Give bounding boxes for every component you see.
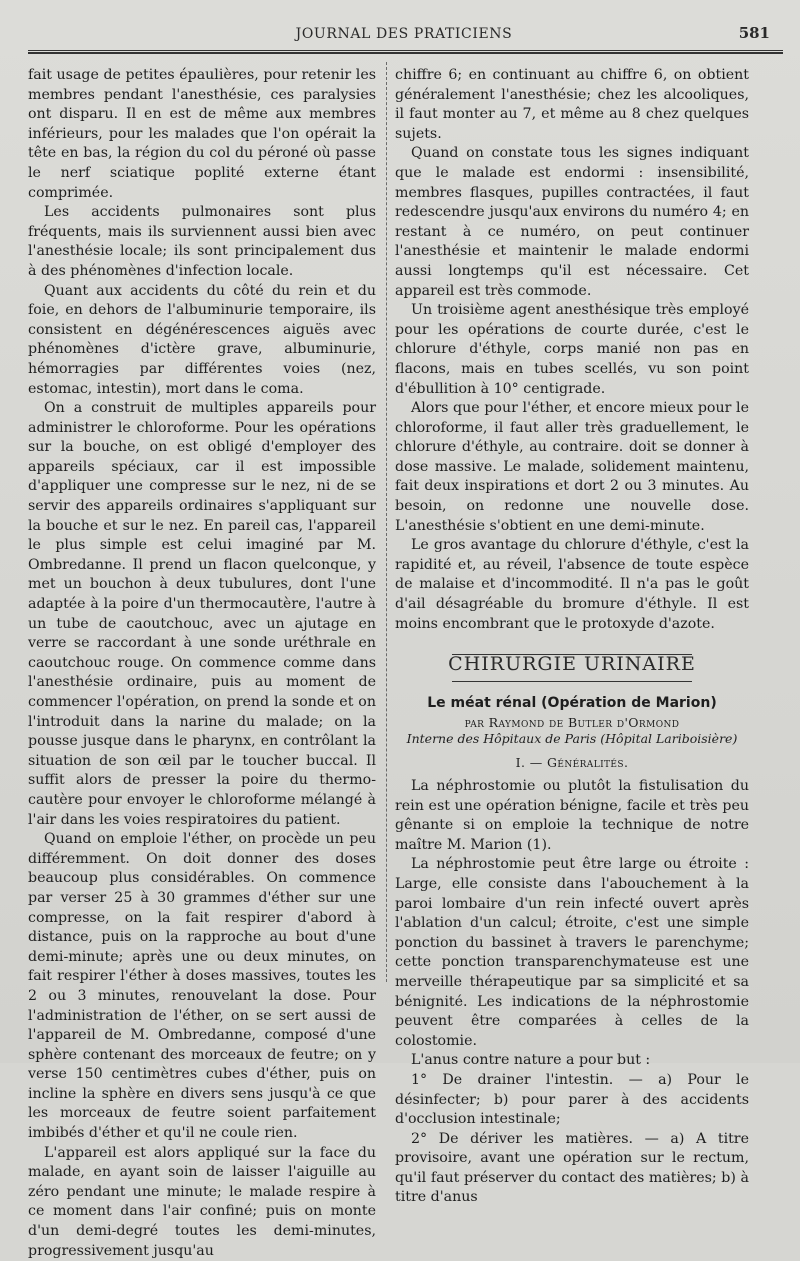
page-number: 581 bbox=[738, 24, 770, 42]
paragraph: Un troisième agent anesthésique très employé pour les opérations de courte durée, c'est le chlorure d'éthyle, corps manié non pas en flacons, mais en tubes scellés, vu son point d'ébullition à 10° centigrade. bbox=[395, 302, 749, 397]
paragraph: L'appareil est alors appliqué sur la face du malade, en ayant soin de laisser l'aiguille au zéro pendant une minute; le malade respire à ce moment dans l'air confiné; puis on monte d'un demi-degré toutes les demi-minutes, progressivement jusqu'au bbox=[28, 1144, 376, 1259]
running-title: JOURNAL DES PRATICIENS bbox=[295, 26, 513, 42]
section-title bbox=[395, 654, 749, 682]
section-title-text: CHIRURGIE URINAIRE bbox=[448, 653, 696, 676]
left-column bbox=[28, 66, 376, 1261]
paragraph: Quand on constate tous les signes indiquant que le malade est endormi : insensibilité, membres flasques, pupilles contractées, il faut redescendre jusqu'aux environs du numéro 4; en restant à ce numéro, on peut continuer l'anesthésie et maintenir le malade endormi aussi longtemps qu'il est nécessaire. Cet appareil est très commode. bbox=[395, 145, 749, 299]
paragraph: L'anus contre nature a pour but : bbox=[411, 1052, 651, 1069]
paragraph: chiffre 6; en continuant au chiffre 6, on obtient généralement l'anesthésie; chez les alcooliques, il faut monter au 7, et même au 8 chez quelques sujets. bbox=[395, 67, 749, 142]
article-byline: par Raymond de Butler d'Ormond bbox=[464, 715, 680, 731]
section-title-rule-bottom bbox=[452, 681, 693, 682]
author-affiliation: Interne des Hôpitaux de Paris (Hôpital Lariboisière) bbox=[406, 731, 738, 747]
paragraph: 1° De drainer l'intestin. — a) Pour le désinfecter; b) pour parer à des accidents d'occlusion intestinale; bbox=[395, 1071, 749, 1128]
subheading: I. — Généralités. bbox=[515, 755, 629, 771]
right-column bbox=[395, 66, 749, 1208]
column-divider bbox=[386, 62, 387, 982]
paragraph: Alors que pour l'éther, et encore mieux pour le chloroforme, il faut aller très graduellement, le chlorure d'éthyle, au contraire. doit se donner à dose massive. Le malade, solidement maintenu, fait deux inspirations et dort 2 ou 3 minutes. Au besoin, on redonne une nouvelle dose. L'anesthésie s'obtient en une demi-minute. bbox=[395, 400, 749, 534]
paragraph: Les accidents pulmonaires sont plus fréquents, mais ils surviennent aussi bien avec l'anesthésie locale; ils sont principalement dus à des phénomènes d'infection locale. bbox=[28, 204, 376, 279]
paragraph: fait usage de petites épaulières, pour retenir les membres pendant l'anesthésie, ces paralysies ont disparu. Il en est de même aux membres inférieurs, pour les malades que l'on opérait la tête en bas, la région du col du péroné où passe le nerf sciatique poplité externe étant comprimée. bbox=[28, 67, 376, 201]
page-header bbox=[28, 24, 780, 50]
paragraph: Quand on emploie l'éther, on procède un peu différemment. On doit donner des doses beaucoup plus considérables. On commence par verser 25 à 30 grammes d'éther sur une compresse, on la fait respirer d'abord à distance, puis on la rapproche au bout d'une demi-minute; après une ou deux minutes, on fait respirer l'éther à doses massives, toutes les 2 ou 3 minutes, renouvelant la dose. Pour l'administration de l'éther, on se sert aussi de l'appareil de M. Ombredanne, composé d'une sphère contenant des morceaux de feutre; on y verse 150 centimètres cubes d'éther, puis on incline la sphère en divers sens jusqu'à ce que les morceaux de feutre soient parfaitement imbibés d'éther et qu'il ne coule rien. bbox=[28, 831, 376, 1142]
paragraph: La néphrostomie peut être large ou étroite : Large, elle consiste dans l'abouchement à la paroi lombaire d'un rein infecté ouvert après l'ablation d'un calcul; étroite, c'est une simple ponction du bassinet à travers le parenchyme; cette ponction transparenchymateuse est une merveille thérapeutique par sa simplicité et sa bénignité. Les indications de la néphrostomie peuvent être comparées à celles de la colostomie. bbox=[395, 856, 749, 1049]
article-title: Le méat rénal (Opération de Marion) bbox=[427, 694, 717, 711]
header-rule bbox=[28, 50, 783, 54]
paragraph: On a construit de multiples appareils pour administrer le chloroforme. Pour les opérations sur la bouche, on est obligé d'employer des appareils spéciaux, car il est impossible d'appliquer une compresse sur le nez, ni de se servir des appareils ordinaires s'appliquant sur la bouche et sur le nez. En pareil cas, l'appareil le plus simple est celui imaginé par M. Ombredanne. Il prend un flacon quelconque, y met un bouchon à deux tubulures, dont l'une adaptée à la poire d'un thermocautère, l'autre à un tube de caoutchouc, avec un ajutage en verre se raccordant à une sonde uréthrale en caoutchouc rouge. On commence comme dans l'anesthésie ordinaire, puis au moment de commencer l'opération, on prend la sonde et on l'introduit dans la narine du malade; on la pousse jusque dans le pharynx, en contrôlant la situation de son œil par le toucher buccal. Il suffit alors de presser la poire du thermo-cautère pour envoyer le chloroforme mélangé à l'air dans les voies respiratoires du patient. bbox=[28, 400, 376, 828]
paragraph: Le gros avantage du chlorure d'éthyle, c'est la rapidité et, au réveil, l'absence de toute espèce de malaise et d'incommodité. Il n'a pas le goût d'ail désagréable du bromure d'éthyle. Il est moins encombrant que le protoxyde d'azote. bbox=[395, 537, 749, 632]
paragraph: 2° De dériver les matières. — a) A titre provisoire, avant une opération sur le rectum, qu'il faut préserver du contact des matières; b) à titre d'anus bbox=[395, 1130, 749, 1206]
paragraph: La néphrostomie ou plutôt la fistulisation du rein est une opération bénigne, facile et très peu gênante si on emploie la technique de notre maître M. Marion (1). bbox=[395, 778, 749, 853]
paragraph: Quant aux accidents du côté du rein et du foie, en dehors de l'albuminurie temporaire, ils consistent en dégénérescences aiguës avec phénomènes d'ictère grave, albuminurie, hémorragies par différentes voies (nez, estomac, intestin), mort dans le coma. bbox=[28, 282, 376, 397]
